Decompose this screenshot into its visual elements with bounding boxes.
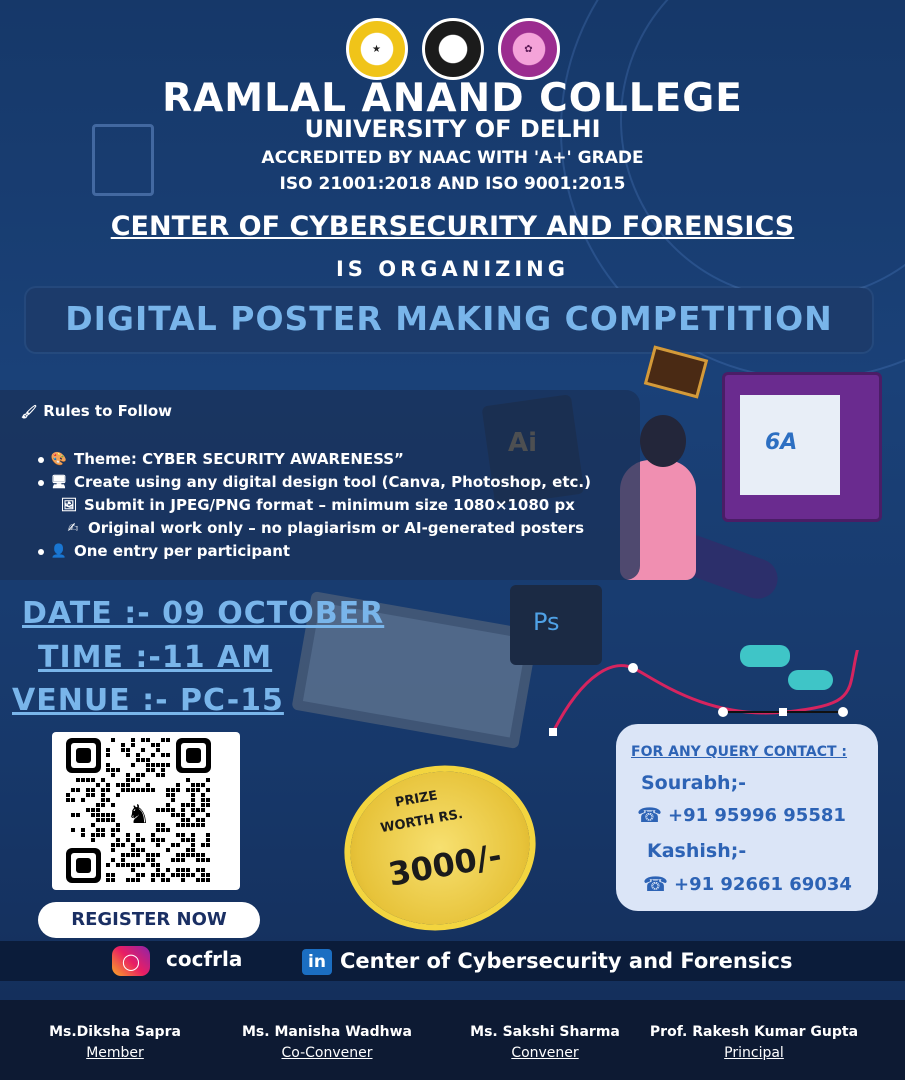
faculty-role: Co-Convener [281,1045,373,1061]
prize-amount: 3000/- [385,836,505,894]
registration-qr-code[interactable] [52,732,240,890]
event-venue: VENUE :- PC-15 [12,683,284,718]
instagram-icon[interactable]: ◯ [112,946,150,976]
university-name: UNIVERSITY OF DELHI [304,115,601,143]
palette-icon: 🎨 [50,452,68,467]
contact-phone[interactable]: +91 95996 95581 [668,805,846,826]
ps-label: Ps [533,608,560,636]
paintbrush-icon: 🖌 [20,405,38,420]
screen-label: 6A [765,430,798,455]
faculty-member [634,1024,874,1061]
rule-text: Original work only – no plagiarism or AI-generated posters [88,519,585,537]
picture-icon: 🖼 [60,498,78,513]
college-logos [0,18,905,78]
contact-heading: FOR ANY QUERY CONTACT : [631,744,848,760]
rule-item [38,448,591,471]
rules-heading-text: Rules to Follow [43,402,173,420]
faculty-member [452,1024,638,1061]
rule-text: Create using any digital design tool (Canva, Photoshop, etc.) [74,473,591,491]
event-time: TIME :-11 AM [38,640,273,675]
person-icon: 👤 [50,544,68,559]
writing-hand-icon: ✍ [67,521,79,536]
event-date: DATE :- 09 OCTOBER [22,596,385,631]
faculty-name: Prof. Rakesh Kumar Gupta [649,1024,859,1040]
rule-item [38,540,591,563]
iso-text: ISO 21001:2018 AND ISO 9001:2015 [279,174,626,194]
computer-icon: 🖥 [50,475,68,490]
rule-text: One entry per participant [74,542,291,560]
contact-phone[interactable]: +91 92661 69034 [674,874,852,895]
linkedin-page-name[interactable]: Center of Cybersecurity and Forensics [340,949,793,973]
linkedin-icon[interactable]: in [302,949,332,975]
faculty-role: Convener [511,1045,579,1061]
faculty-role: Principal [724,1045,784,1061]
qr-code-graphic [52,732,240,890]
faculty-name: Ms. Sakshi Sharma [470,1024,620,1040]
rules-list [38,448,591,563]
rule-item [38,517,591,540]
svg-text:♞: ♞ [126,800,151,830]
rule-text: Submit in JPEG/PNG format – minimum size 1080×1080 px [84,496,575,514]
college-crest-logo: ★ [346,18,408,80]
cyber-forensics-logo: ▦ [422,18,484,80]
register-now-button[interactable]: REGISTER NOW [38,902,260,938]
competition-title: DIGITAL POSTER MAKING COMPETITION [65,299,833,338]
phone-icon: ☎ [643,872,668,896]
bullet [38,549,44,555]
contact-name: Kashish;- [647,840,747,862]
university-logo: ✿ [498,18,560,80]
person-head [640,415,686,467]
prize-label: PRIZE [394,788,439,811]
instagram-handle[interactable]: cocfrla [166,947,243,971]
bullet [38,457,44,463]
faculty-role: Member [86,1045,144,1061]
phone-icon: ☎ [637,803,662,827]
prize-worth-label: WORTH RS. [379,806,465,837]
organizer-title: CENTER OF CYBERSECURITY AND FORENSICS [110,211,795,242]
contact-name: Sourabh;- [641,772,747,794]
rule-item [38,471,591,494]
faculty-name: Ms.Diksha Sapra [49,1024,181,1040]
faculty-name: Ms. Manisha Wadhwa [242,1024,412,1040]
faculty-member [222,1024,432,1061]
rule-text: Theme: CYBER SECURITY AWARENESS” [74,450,404,468]
rules-heading [20,402,172,420]
college-name: RAMLAL ANAND COLLEGE [162,76,743,121]
bullet [38,480,44,486]
faculty-member [30,1024,200,1061]
rule-item [38,494,591,517]
organizing-text: IS ORGANIZING [335,257,569,281]
accreditation-text: ACCREDITED BY NAAC WITH 'A+' GRADE [261,148,644,168]
